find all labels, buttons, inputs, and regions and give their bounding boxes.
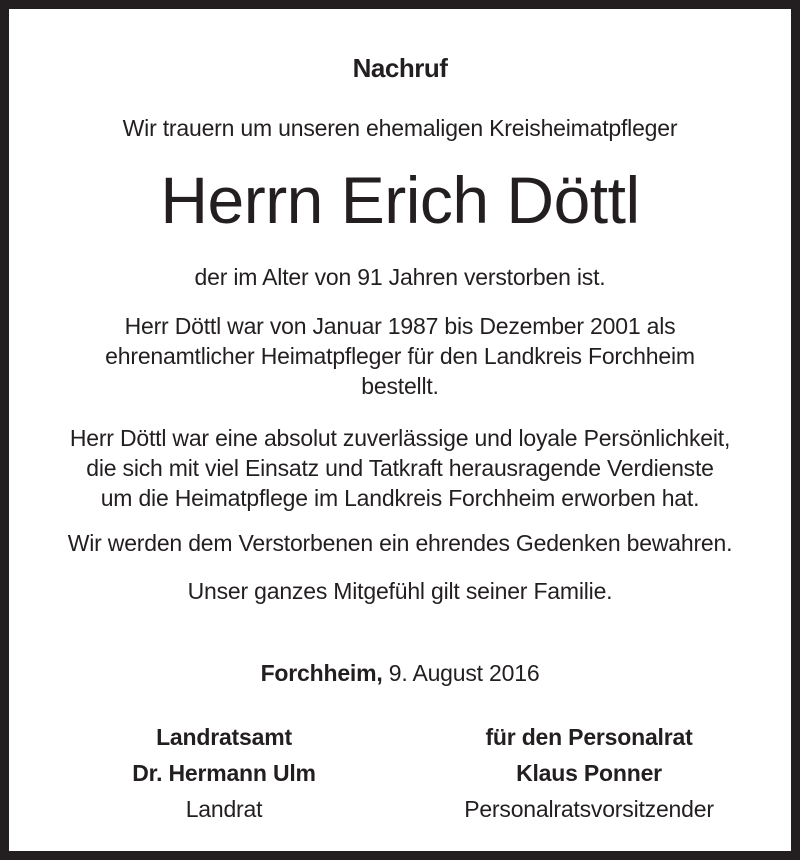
intro-line: Wir trauern um unseren ehemaligen Kreisheimatpfleger	[122, 115, 678, 141]
place: Forchheim,	[260, 660, 383, 686]
paragraph-remembrance: Wir werden dem Verstorbenen ein ehrendes Gedenken bewahren.	[67, 530, 733, 556]
paragraph-line: ehrenamtlicher Heimatpfleger für den Landkreis Forchheim	[105, 343, 695, 369]
paragraph-line: bestellt.	[361, 373, 439, 399]
deceased-name: Herrn Erich Döttl	[160, 163, 640, 237]
paragraph-merits	[9, 423, 791, 513]
paragraph-line: die sich mit viel Einsatz und Tatkraft herausragende Verdienste	[86, 455, 714, 481]
signature-block-personalrat	[439, 719, 739, 827]
date: 9. August 2016	[388, 660, 540, 686]
age-line: der im Alter von 91 Jahren verstorben ist.	[194, 264, 606, 290]
place-date	[9, 660, 791, 687]
signature-role: Landrat	[185, 796, 263, 822]
paragraph-service	[9, 311, 791, 401]
signature-organization: Landratsamt	[156, 724, 292, 750]
signature-name: Klaus Ponner	[516, 760, 662, 786]
paragraph-condolence: Unser ganzes Mitgefühl gilt seiner Familie.	[187, 578, 613, 604]
signature-organization: für den Personalrat	[485, 724, 693, 750]
signature-name: Dr. Hermann Ulm	[132, 760, 316, 786]
paragraph-line: Herr Döttl war von Januar 1987 bis Dezember 2001 als	[124, 313, 676, 339]
paragraph-line: um die Heimatpflege im Landkreis Forchheim erworben hat.	[100, 485, 700, 511]
signature-block-landratsamt	[89, 719, 359, 827]
signature-role: Personalratsvorsitzender	[464, 796, 714, 822]
paragraph-line: Herr Döttl war eine absolut zuverlässige und loyale Persönlichkeit,	[69, 425, 731, 451]
notice-title: Nachruf	[352, 53, 448, 83]
